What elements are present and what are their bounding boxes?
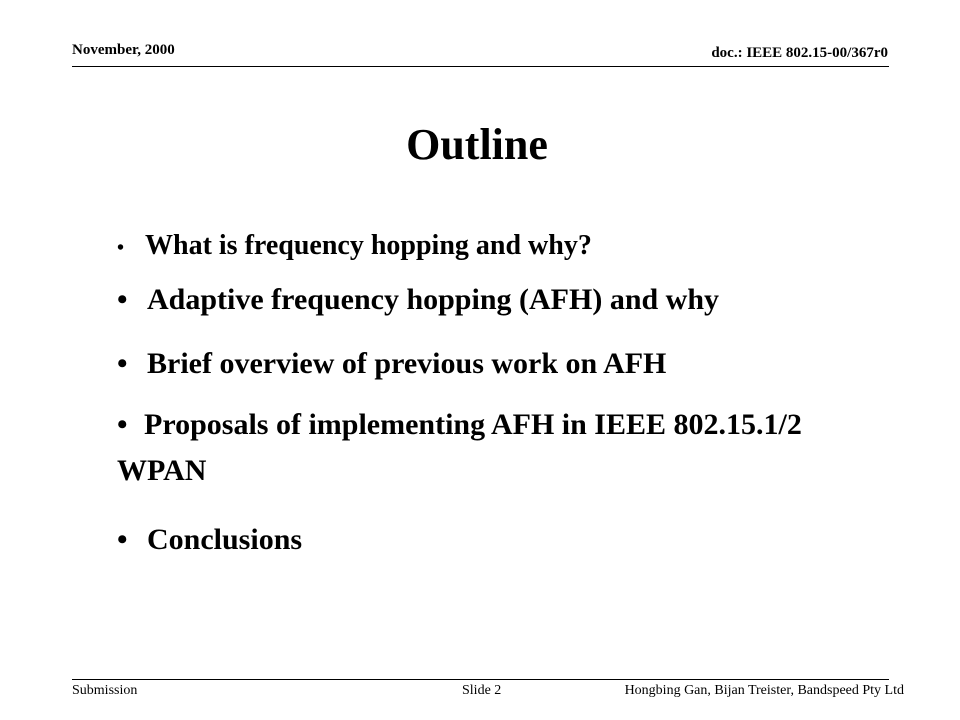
footer-divider <box>72 679 889 680</box>
bullet-text: Proposals of implementing AFH in IEEE 802.15.1/2 WPAN <box>117 408 802 487</box>
bullet-text: Conclusions <box>147 523 303 556</box>
bullet-text: Adaptive frequency hopping (AFH) and why <box>147 283 720 316</box>
header-doc-id: doc.: IEEE 802.15-00/367r0 <box>711 45 888 61</box>
header-date: November, 2000 <box>72 42 175 58</box>
footer-authors: Hongbing Gan, Bijan Treister, Bandspeed Pty Ltd <box>624 683 904 698</box>
footer-slide-number: Slide 2 <box>462 683 502 698</box>
bullet-item <box>117 338 877 402</box>
bullet-dot-icon: • <box>117 237 125 259</box>
bullet-text: What is frequency hopping and why? <box>145 230 592 261</box>
bullet-dot-icon: • <box>117 523 128 556</box>
bullet-text: Brief overview of previous work on AFH <box>147 347 667 380</box>
bullet-item <box>117 274 877 338</box>
header-divider <box>72 66 889 67</box>
bullet-dot-icon: • <box>117 408 128 441</box>
bullet-item <box>117 402 877 514</box>
bullet-dot-icon: • <box>117 347 128 380</box>
slide-title: Outline <box>406 120 548 169</box>
footer-submission: Submission <box>72 683 138 698</box>
bullet-item <box>117 514 877 566</box>
bullet-dot-icon: • <box>117 283 128 316</box>
bullet-list <box>117 220 877 566</box>
bullet-item <box>117 220 877 274</box>
